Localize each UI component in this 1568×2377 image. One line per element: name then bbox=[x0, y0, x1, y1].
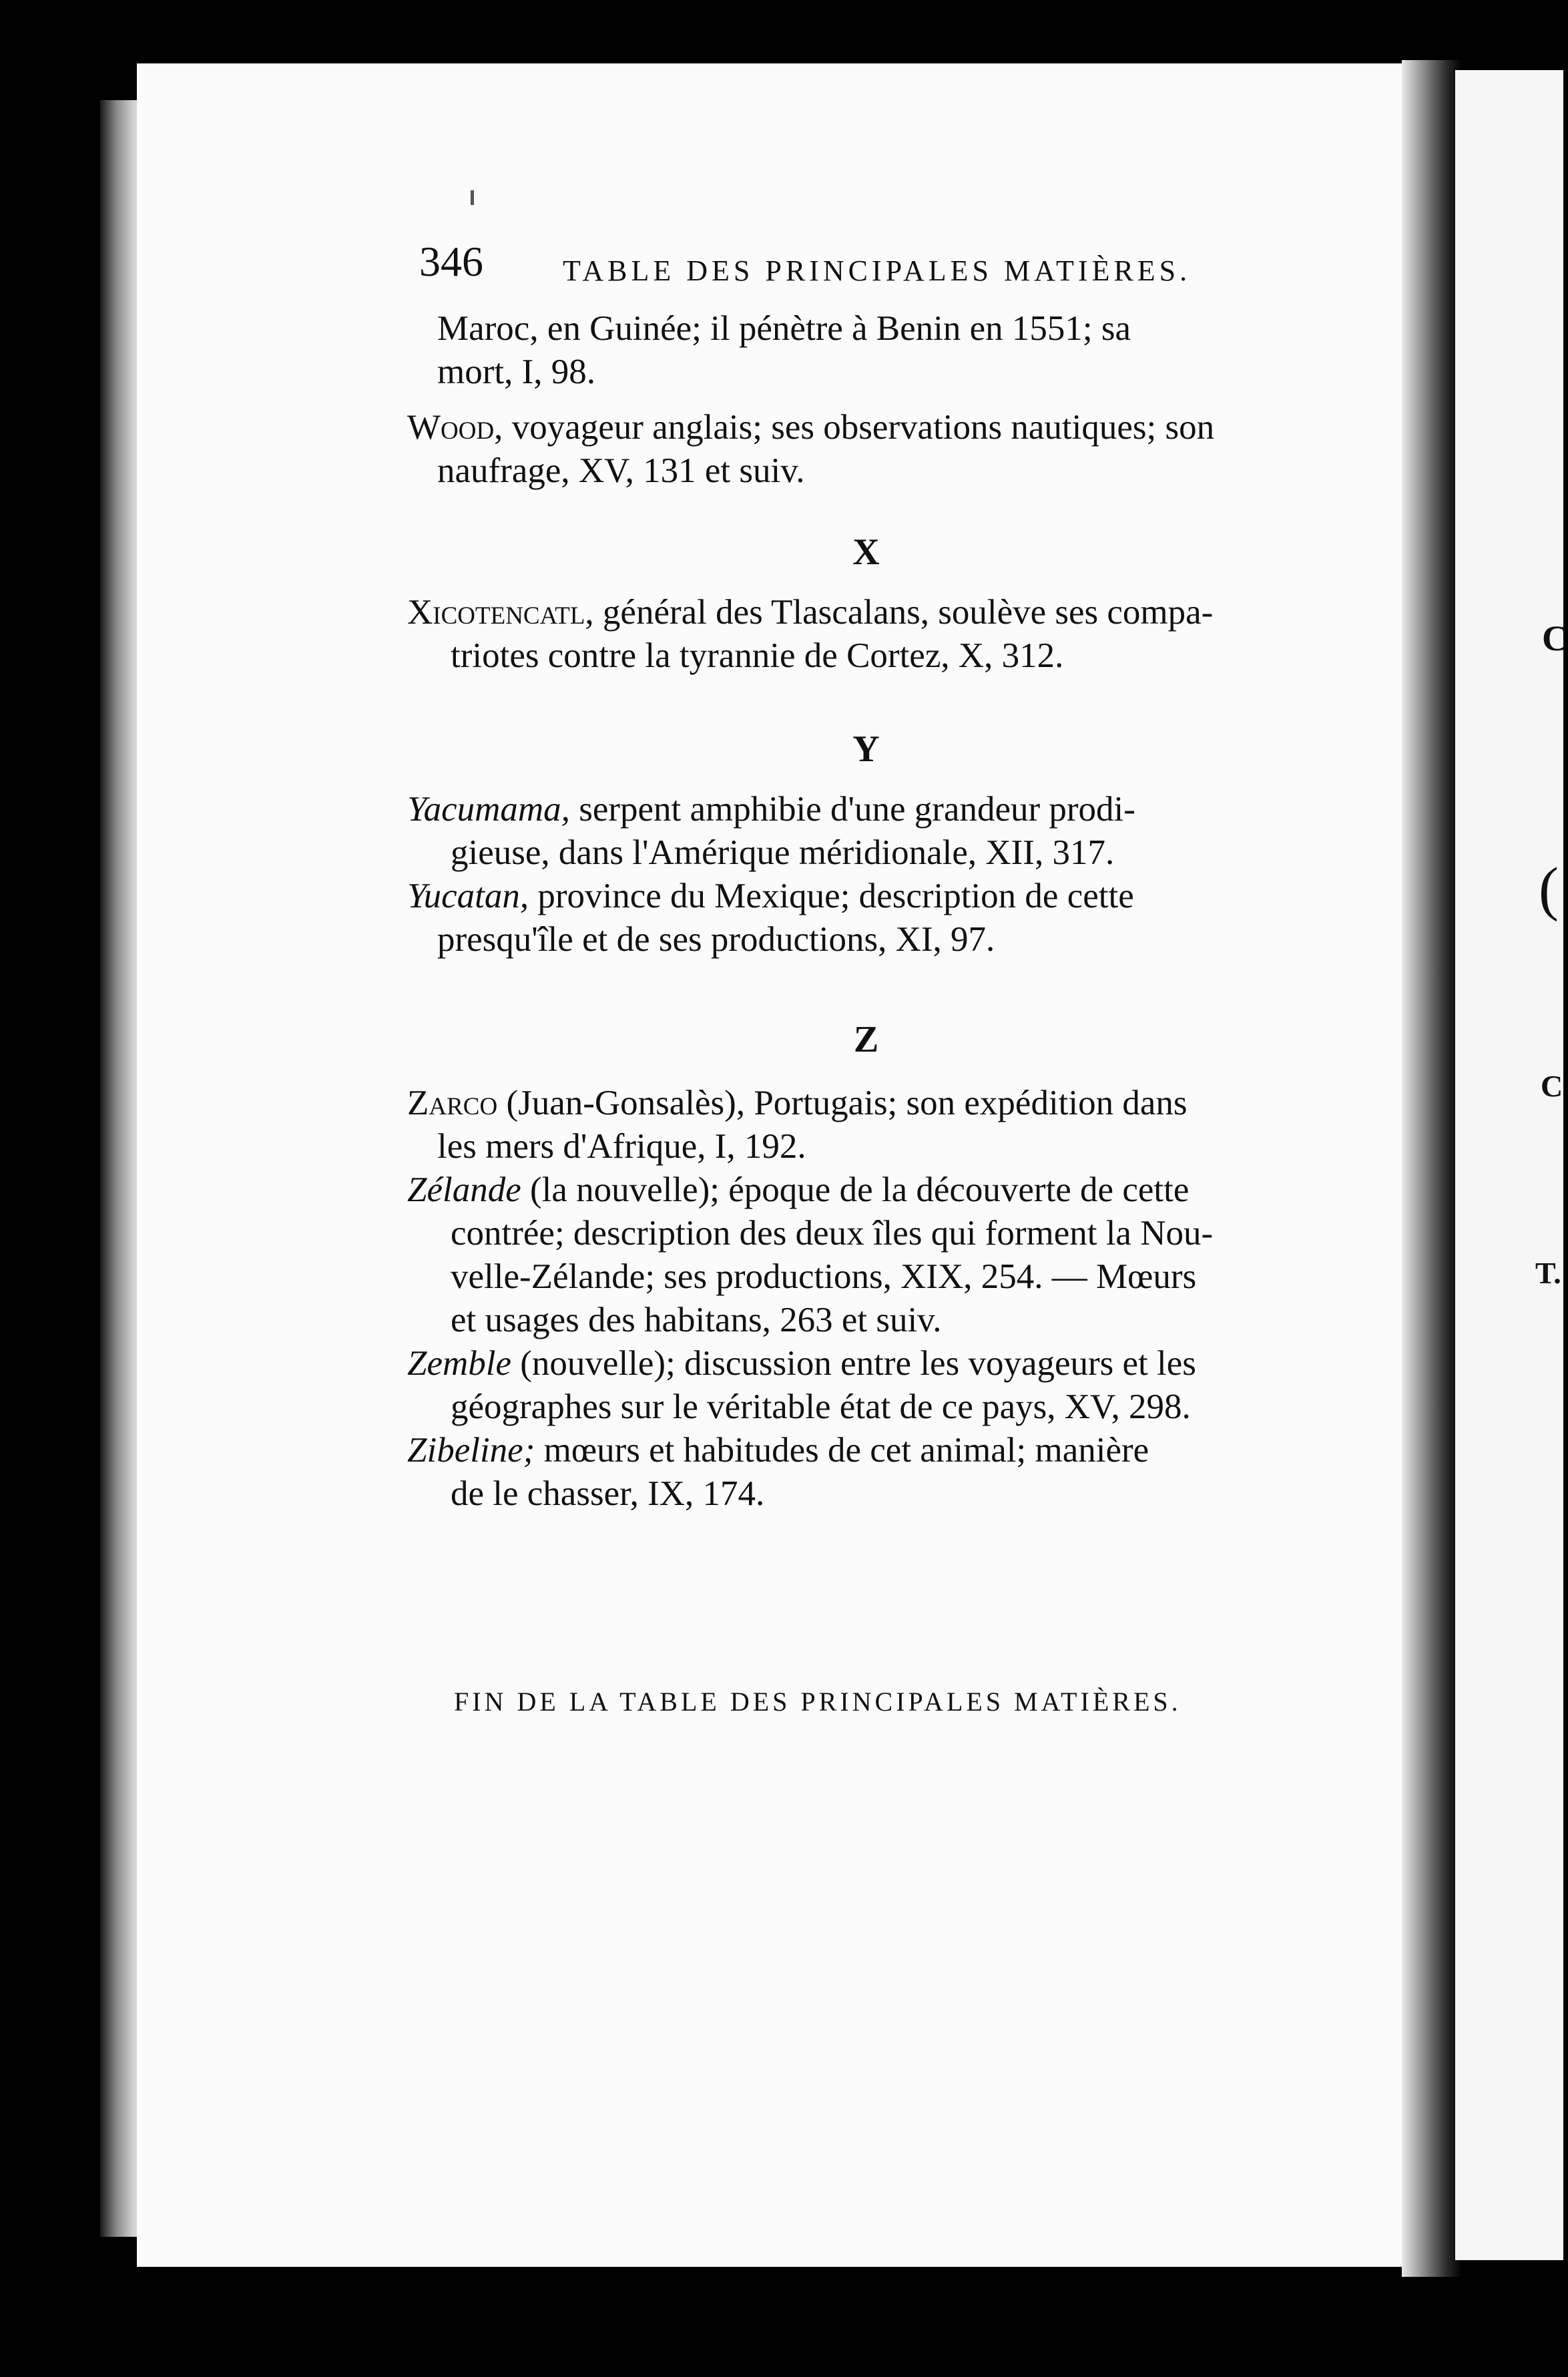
entry-xicotencatl bbox=[407, 591, 1325, 634]
end-of-table-line: FIN DE LA TABLE DES PRINCIPALES MATIÈRES. bbox=[454, 1687, 1182, 1717]
entry-text: (Juan-Gonsalès), Portugais; son expédition dans bbox=[497, 1084, 1188, 1122]
entry-line: de le chasser, IX, 174. bbox=[451, 1474, 765, 1513]
entry-head: Zibeline; bbox=[407, 1431, 535, 1470]
entry-yacumama bbox=[407, 788, 1325, 831]
entries-top bbox=[407, 307, 1325, 493]
entry-text: voyageur anglais; ses observations nautiques; son bbox=[503, 408, 1215, 447]
entry-head: Zélande bbox=[407, 1170, 521, 1209]
section-letter-x: X bbox=[852, 531, 880, 573]
page-number: 346 bbox=[419, 238, 483, 285]
entry-head: Yacumama, bbox=[407, 790, 570, 829]
entry-text: province du Mexique; description de cette bbox=[529, 877, 1134, 915]
entries-y bbox=[407, 788, 1325, 961]
entry-line: contrée; description des deux îles qui forment la Nou- bbox=[451, 1214, 1214, 1253]
entry-line: naufrage, XV, 131 et suiv. bbox=[437, 451, 805, 490]
entry-zemble bbox=[407, 1342, 1325, 1385]
book-gutter bbox=[1402, 60, 1462, 2277]
entry-head: Zemble bbox=[407, 1344, 512, 1383]
facing-page-letter: C bbox=[1541, 1069, 1563, 1103]
facing-page-fragment bbox=[1455, 70, 1568, 2260]
entry-wood bbox=[407, 406, 1325, 449]
section-letter-z: Z bbox=[853, 1019, 879, 1060]
entry-text: général des Tlascalans, soulève ses compa- bbox=[593, 593, 1214, 632]
facing-page-letter: ( bbox=[1539, 856, 1559, 922]
entry-zelande bbox=[407, 1168, 1325, 1212]
facing-page-letter: T. bbox=[1535, 1256, 1561, 1290]
entries-x bbox=[407, 591, 1325, 678]
entry-yucatan bbox=[407, 875, 1325, 918]
entry-line: géographes sur le véritable état de ce pays, XV, 298. bbox=[451, 1387, 1191, 1426]
entry-head: Xicotencatl, bbox=[407, 593, 594, 632]
running-title: TABLE DES PRINCIPALES MATIÈRES. bbox=[563, 254, 1192, 287]
entry-head: Yucatan, bbox=[407, 877, 529, 915]
entry-line: et usages des habitans, 263 et suiv. bbox=[451, 1301, 942, 1339]
entry-line: triotes contre la tyrannie de Cortez, X, 312. bbox=[451, 636, 1064, 675]
entry-zibeline bbox=[407, 1429, 1325, 1472]
stray-mark bbox=[471, 190, 474, 205]
entry-text: (nouvelle); discussion entre les voyageurs et les bbox=[511, 1344, 1196, 1383]
entries-z bbox=[407, 1082, 1325, 1516]
entry-line: gieuse, dans l'Amérique méridionale, XII, 317. bbox=[451, 833, 1115, 872]
facing-page-letter: C bbox=[1542, 618, 1568, 658]
page-header bbox=[419, 237, 1354, 297]
section-letter-y: Y bbox=[852, 728, 880, 770]
entry-zarco bbox=[407, 1082, 1325, 1125]
entry-line: presqu'île et de ses productions, XI, 97. bbox=[437, 920, 995, 959]
entry-head: Wood, bbox=[407, 408, 503, 447]
entry-text: mœurs et habitudes de cet animal; manière bbox=[535, 1431, 1149, 1470]
entry-line: les mers d'Afrique, I, 192. bbox=[437, 1127, 806, 1166]
entry-line: velle-Zélande; ses productions, XIX, 254. — Mœurs bbox=[451, 1257, 1197, 1296]
entry-line: Maroc, en Guinée; il pénètre à Benin en 1551; sa bbox=[437, 309, 1131, 348]
entry-text: serpent amphibie d'une grandeur prodi- bbox=[569, 790, 1135, 829]
entry-head: Zarco bbox=[407, 1084, 498, 1122]
entry-line: mort, I, 98. bbox=[437, 353, 595, 391]
entry-text: (la nouvelle); époque de la découverte de cette bbox=[521, 1170, 1190, 1209]
